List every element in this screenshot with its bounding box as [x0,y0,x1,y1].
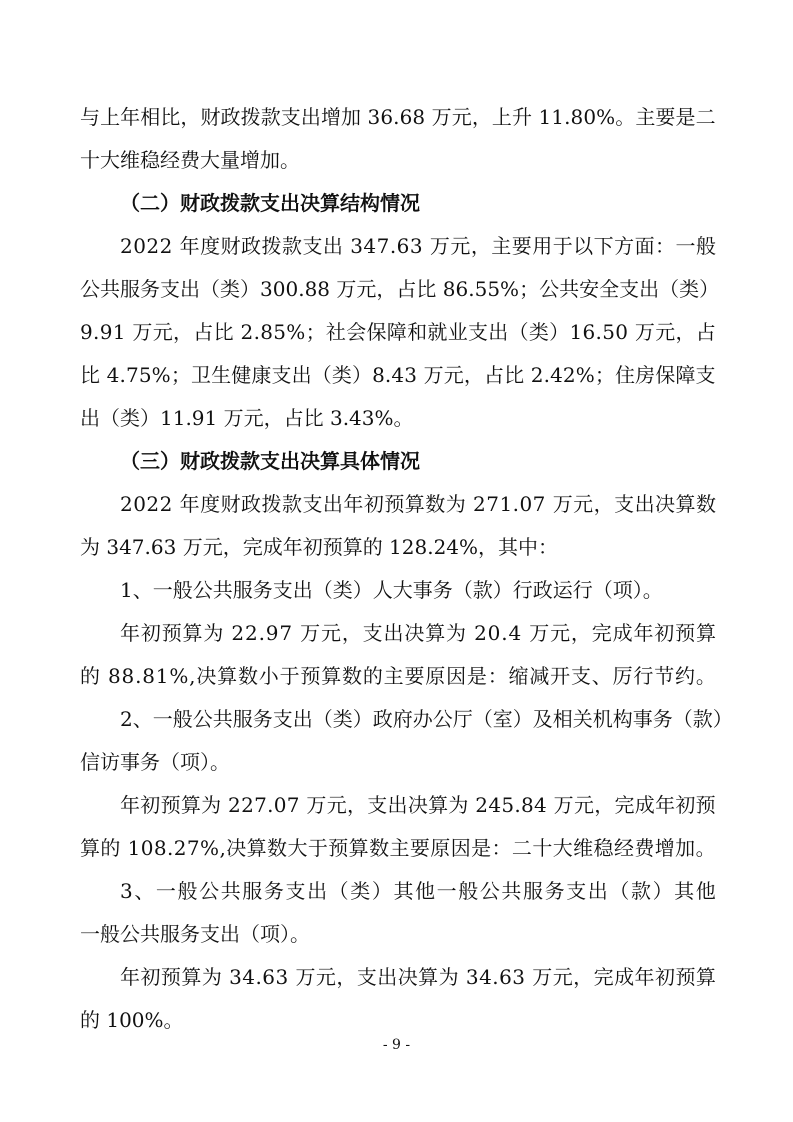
paragraph-line: 年 初 预 算 为 2 2 . 9 7 万 元 ， 支 出 决 算 为 2 0 . 4 万 元 ， 完 成 年 初 预 算 [120,621,716,645]
paragraph-line: 出（类）11.91 万元，占比 3.43%。 [80,406,414,430]
paragraph-line: 为 347.63 万元，完成年初预算的 128.24%，其中： [80,535,559,559]
section-heading: （三）财政拨款支出决算具体情况 [120,449,420,473]
paragraph-line: 年 初 预 算 为 2 2 7 . 0 7 万 元 ， 支 出 决 算 为 2 4 5 . 8 4 万 元 ， 完 成 年 初 预 [120,793,716,817]
paragraph-line: 比 4 . 7 5 % ； 卫 生 健 康 支 出 （ 类 ） 8 . 4 3 万 元 ， 占 比 2 . 4 2 % ； 住 房 保 障 支 [80,363,716,387]
paragraph-line: 公 共 服 务 支 出 （ 类 ） 3 0 0 . 8 8 万 元 ， 占 比 8 6 . 5 5 % ； 公 共 安 全 支 出 （ 类 ） [80,277,720,301]
paragraph-line: 信访事务（项）。 [80,750,230,774]
paragraph-line: 2 、 一 般 公 共 服 务 支 出 （ 类 ） 政 府 办 公 厅 （ 室 ） 及 相 关 机 构 事 务 （ 款 ） [120,707,733,731]
paragraph-line: 的 8 8 . 8 1 % , 决 算 数 小 于 预 算 数 的 主 要 原 因 是 ： 缩 减 开 支 、 厉 行 节 约 。 [80,664,716,688]
section-heading: （二）财政拨款支出决算结构情况 [120,191,420,215]
paragraph-line: 9 . 9 1 万 元 ， 占 比 2 . 8 5 % ； 社 会 保 障 和 就 业 支 出 （ 类 ） 1 6 . 5 0 万 元 ， 占 [80,320,716,344]
paragraph-line: 一般公共服务支出（项）。 [80,922,310,946]
page-number: - 9 - [382,1037,411,1053]
paragraph-line: 1、一般公共服务支出（类）人大事务（款）行政运行（项）。 [120,578,663,602]
paragraph-line: 年 初 预 算 为 3 4 . 6 3 万 元 ， 支 出 决 算 为 3 4 . 6 3 万 元 ， 完 成 年 初 预 算 [120,965,716,989]
paragraph-line: 2 0 2 2 年 度 财 政 拨 款 支 出 3 4 7 . 6 3 万 元 ， 主 要 用 于 以 下 方 面 ： 一 般 [120,234,716,258]
paragraph-line: 的 100%。 [80,1008,184,1032]
paragraph-line: 与 上 年 相 比 ， 财 政 拨 款 支 出 增 加 3 6 . 6 8 万 元 ， 上 升 1 1 . 8 0 % 。 主 要 是 二 [80,105,716,129]
paragraph-line: 十大维稳经费大量增加。 [80,148,300,172]
paragraph-line: 2 0 2 2 年 度 财 政 拨 款 支 出 年 初 预 算 数 为 2 7 1 . 0 7 万 元 ， 支 出 决 算 数 [120,492,716,516]
paragraph-line: 算 的 1 0 8 . 2 7 % , 决 算 数 大 于 预 算 数 主 要 原 因 是 ： 二 十 大 维 稳 经 费 增 加 。 [80,836,716,860]
paragraph-line: 3 、 一 般 公 共 服 务 支 出 （ 类 ） 其 他 一 般 公 共 服 务 支 出 （ 款 ） 其 他 [120,879,716,903]
